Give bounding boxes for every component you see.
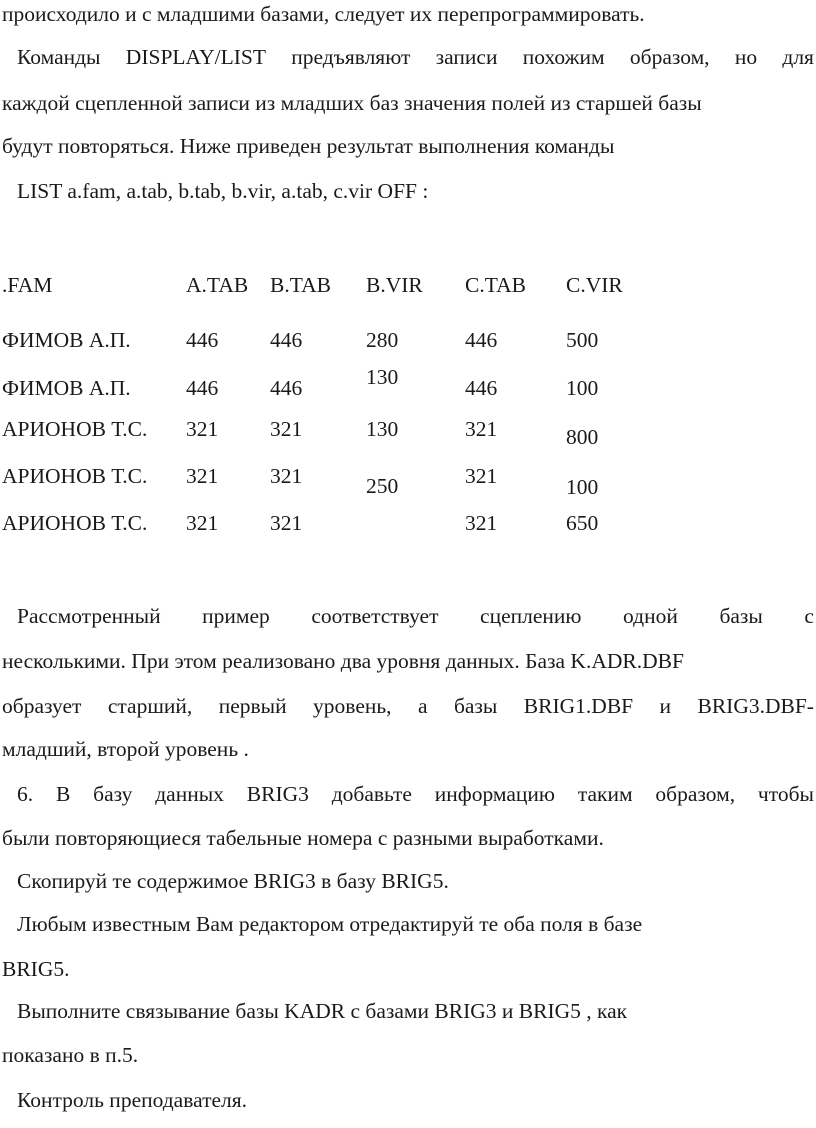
word: одной (623, 604, 678, 628)
word: но (734, 45, 758, 69)
word: образует (2, 694, 82, 718)
word: BRIG3 (246, 782, 309, 806)
table-cell-cvir: 100 (566, 475, 599, 499)
word: сцеплению (480, 604, 582, 628)
table-cell-atab: 321 (186, 417, 219, 441)
table-header-bvir: B.VIR (366, 273, 423, 297)
word: добавьте (331, 782, 412, 806)
table-cell-bvir: 130 (366, 365, 399, 389)
table-cell-ctab: 321 (465, 464, 498, 488)
table-header-fam: .FAM (2, 273, 53, 297)
intro-line-2 (17, 47, 814, 69)
word: предъявляют (291, 45, 411, 69)
table-cell-cvir: 500 (566, 328, 599, 352)
word: DISPLAY/LIST (125, 45, 266, 69)
table-cell-fam: АРИОНОВ Т.С. (2, 511, 148, 535)
table-cell-ctab: 446 (465, 328, 498, 352)
table-header-btab: B.TAB (270, 273, 331, 297)
table-cell-btab: 321 (270, 464, 303, 488)
table-header-atab: A.TAB (186, 273, 249, 297)
word: базу (93, 782, 133, 806)
table-cell-cvir: 100 (566, 376, 599, 400)
body-p1-line-4: младший, второй уровень . (2, 737, 249, 761)
word: пример (202, 604, 270, 628)
table-cell-bvir: 280 (366, 328, 399, 352)
word: данных (155, 782, 224, 806)
table-cell-cvir: 800 (566, 425, 599, 449)
word: для (782, 45, 814, 69)
table-cell-ctab: 446 (465, 376, 498, 400)
table-cell-btab: 321 (270, 511, 303, 535)
word: старший, (107, 694, 193, 718)
word: BRIG3.DBF- (697, 694, 814, 718)
table-cell-atab: 446 (186, 328, 219, 352)
body-p5-line-2: показано в п.5. (2, 1043, 139, 1067)
word: образом, (655, 782, 736, 806)
intro-line-1: происходило и с младшими базами, следует их перепрограммировать. (2, 2, 645, 26)
body-p2-line-2: были повторяющиеся табельные номера с разными выработками. (2, 826, 604, 850)
word: базы (453, 694, 498, 718)
intro-line-3: каждой сцепленной записи из младших баз значения полей из старшей базы (2, 91, 702, 115)
word: 6. (17, 782, 34, 806)
table-cell-fam: ФИМОВ А.П. (2, 328, 131, 352)
table-cell-fam: АРИОНОВ Т.С. (2, 417, 148, 441)
body-p3: Скопируй те содержимое BRIG3 в базу BRIG5. (17, 869, 449, 893)
word: а (417, 694, 428, 718)
word: соответствует (311, 604, 439, 628)
table-cell-fam: ФИМОВ А.П. (2, 376, 131, 400)
table-cell-bvir: 130 (366, 417, 399, 441)
intro-line-4: будут повторяться. Ниже приведен результат выполнения команды (2, 134, 615, 158)
word: с (804, 604, 814, 628)
body-p2-line-1 (17, 784, 814, 806)
body-p1-line-2: несколькими. При этом реализовано два уровня данных. База K.ADR.DBF (2, 649, 684, 673)
table-cell-ctab: 321 (465, 417, 498, 441)
table-cell-bvir: 250 (366, 474, 399, 498)
table-cell-btab: 321 (270, 417, 303, 441)
word: Команды (17, 45, 101, 69)
word: информацию (434, 782, 555, 806)
table-cell-cvir: 650 (566, 511, 599, 535)
table-header-ctab: C.TAB (465, 273, 526, 297)
word: Рассмотренный (17, 604, 161, 628)
body-p5-line-1: Выполните связывание базы KADR с базами BRIG3 и BRIG5 , как (17, 999, 628, 1023)
table-cell-fam: АРИОНОВ Т.С. (2, 464, 148, 488)
word: базы (719, 604, 763, 628)
table-cell-ctab: 321 (465, 511, 498, 535)
word: чтобы (757, 782, 814, 806)
table-cell-btab: 446 (270, 376, 303, 400)
word: В (55, 782, 71, 806)
word: и (659, 694, 672, 718)
body-p1-line-3 (2, 696, 814, 718)
word: уровень, (313, 694, 392, 718)
word: BRIG1.DBF (523, 694, 634, 718)
intro-line-5: LIST a.fam, a.tab, b.tab, b.vir, a.tab, c.vir OFF : (17, 179, 429, 203)
table-cell-atab: 321 (186, 464, 219, 488)
body-p4-line-2: BRIG5. (2, 957, 70, 981)
body-p1-line-1 (17, 606, 814, 628)
table-cell-atab: 446 (186, 376, 219, 400)
word: похожим (522, 45, 605, 69)
word: записи (435, 45, 498, 69)
body-p4-line-1: Любым известным Вам редактором отредактируй те оба поля в базе (17, 912, 643, 936)
table-cell-btab: 446 (270, 328, 303, 352)
table-header-cvir: C.VIR (566, 273, 623, 297)
word: образом, (629, 45, 710, 69)
body-p6: Контроль преподавателя. (17, 1088, 248, 1112)
word: первый (218, 694, 287, 718)
table-cell-atab: 321 (186, 511, 219, 535)
word: таким (577, 782, 633, 806)
